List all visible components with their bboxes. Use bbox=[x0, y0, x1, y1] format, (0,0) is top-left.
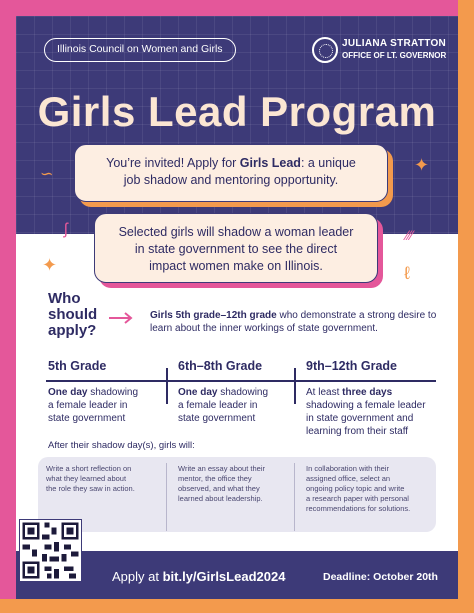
task-line: recommendations for solutions. bbox=[306, 504, 411, 513]
task-line: mentor, the office they bbox=[178, 474, 252, 483]
grade-text: At least bbox=[306, 387, 343, 398]
orange-frame-right bbox=[458, 0, 474, 613]
invite-text-2: job shadow and mentoring opportunity. bbox=[123, 173, 339, 187]
task-line: assigned office, select an bbox=[306, 474, 391, 483]
office-name: JULIANA STRATTON bbox=[342, 38, 447, 49]
after-label: After their shadow day(s), girls will: bbox=[48, 440, 195, 451]
grade-duration: One day bbox=[48, 387, 88, 398]
page-title: Girls Lead Program bbox=[37, 88, 437, 135]
org-pill: Illinois Council on Women and Girls bbox=[44, 38, 236, 62]
task-item bbox=[178, 464, 290, 504]
grade-text: state government bbox=[48, 413, 126, 424]
task-line: the role they saw in action. bbox=[46, 484, 135, 493]
selected-line-1: Selected girls will shadow a woman leader bbox=[118, 225, 354, 239]
task-line: Write a short reflection on bbox=[46, 464, 132, 473]
qr-code-icon[interactable] bbox=[19, 519, 82, 582]
flyer bbox=[16, 16, 458, 599]
grade-description bbox=[48, 386, 160, 425]
grade-description bbox=[178, 386, 290, 425]
task-line: In collaboration with their bbox=[306, 464, 389, 473]
who-heading-3: apply? bbox=[48, 322, 97, 339]
grade-text: a female leader in bbox=[178, 400, 258, 411]
who-grades: Girls 5th grade–12th grade bbox=[150, 310, 277, 321]
arrow-right-icon bbox=[108, 311, 134, 325]
grade-heading: 6th–8th Grade bbox=[178, 359, 263, 373]
squiggle-icon: ⁄⁄⁄ bbox=[406, 227, 414, 243]
task-item bbox=[46, 464, 162, 494]
selected-card bbox=[94, 213, 378, 283]
squiggle-icon: ∽ bbox=[40, 166, 54, 183]
who-rest: who demonstrate a strong desire to learn about the inner workings of state government. bbox=[150, 310, 437, 334]
invite-text-a: You’re invited! Apply for bbox=[106, 156, 240, 170]
divider bbox=[294, 463, 295, 531]
task-line: a research paper with personal bbox=[306, 494, 409, 503]
grade-text: state government bbox=[178, 413, 256, 424]
task-line: ongoing policy topic and write bbox=[306, 484, 405, 493]
squiggle-icon: ʃ bbox=[64, 221, 68, 238]
selected-line-2: in state government to see the direct bbox=[134, 242, 338, 256]
invite-card bbox=[74, 144, 388, 202]
grade-duration: three days bbox=[342, 387, 393, 398]
invite-text-c: : a unique bbox=[300, 156, 356, 170]
divider bbox=[294, 368, 296, 404]
office-title: OFFICE OF LT. GOVERNOR bbox=[342, 51, 447, 60]
divider bbox=[166, 368, 168, 404]
grade-heading: 5th Grade bbox=[48, 359, 107, 373]
squiggle-icon: ℓ bbox=[404, 263, 410, 283]
sparkle-icon: ✦ bbox=[414, 155, 430, 175]
divider bbox=[46, 380, 436, 382]
orange-frame-bottom bbox=[0, 599, 474, 613]
grade-text: shadowing a female leader bbox=[306, 400, 426, 411]
sparkle-icon: ✦ bbox=[42, 255, 58, 275]
who-heading bbox=[48, 291, 97, 339]
task-line: learned about leadership. bbox=[178, 494, 263, 503]
invite-program-name: Girls Lead bbox=[239, 156, 301, 170]
grade-text: shadowing bbox=[87, 387, 139, 398]
apply-prefix: Apply at bbox=[112, 569, 163, 584]
deadline: Deadline: October 20th bbox=[323, 571, 438, 583]
grade-text: shadowing bbox=[217, 387, 269, 398]
grade-text: in state government and bbox=[306, 413, 414, 424]
seal-icon bbox=[312, 37, 338, 63]
office-branding bbox=[342, 38, 446, 62]
who-description bbox=[150, 309, 440, 335]
apply-link[interactable] bbox=[112, 569, 285, 584]
task-line: Write an essay about their bbox=[178, 464, 265, 473]
grade-duration: One day bbox=[178, 387, 218, 398]
selected-line-3: impact women make on Illinois. bbox=[149, 259, 323, 273]
task-line: what they learned about bbox=[46, 474, 127, 483]
grade-heading: 9th–12th Grade bbox=[306, 359, 398, 373]
grade-text: a female leader in bbox=[48, 400, 128, 411]
who-heading-2: should bbox=[48, 306, 98, 323]
grade-text: learning from their staff bbox=[306, 426, 409, 437]
task-line: observed, and what they bbox=[178, 484, 260, 493]
divider bbox=[166, 463, 167, 531]
grade-description bbox=[306, 386, 441, 438]
apply-url[interactable]: bit.ly/GirlsLead2024 bbox=[162, 569, 286, 584]
task-item bbox=[306, 464, 434, 514]
who-heading-1: Who bbox=[48, 290, 81, 307]
